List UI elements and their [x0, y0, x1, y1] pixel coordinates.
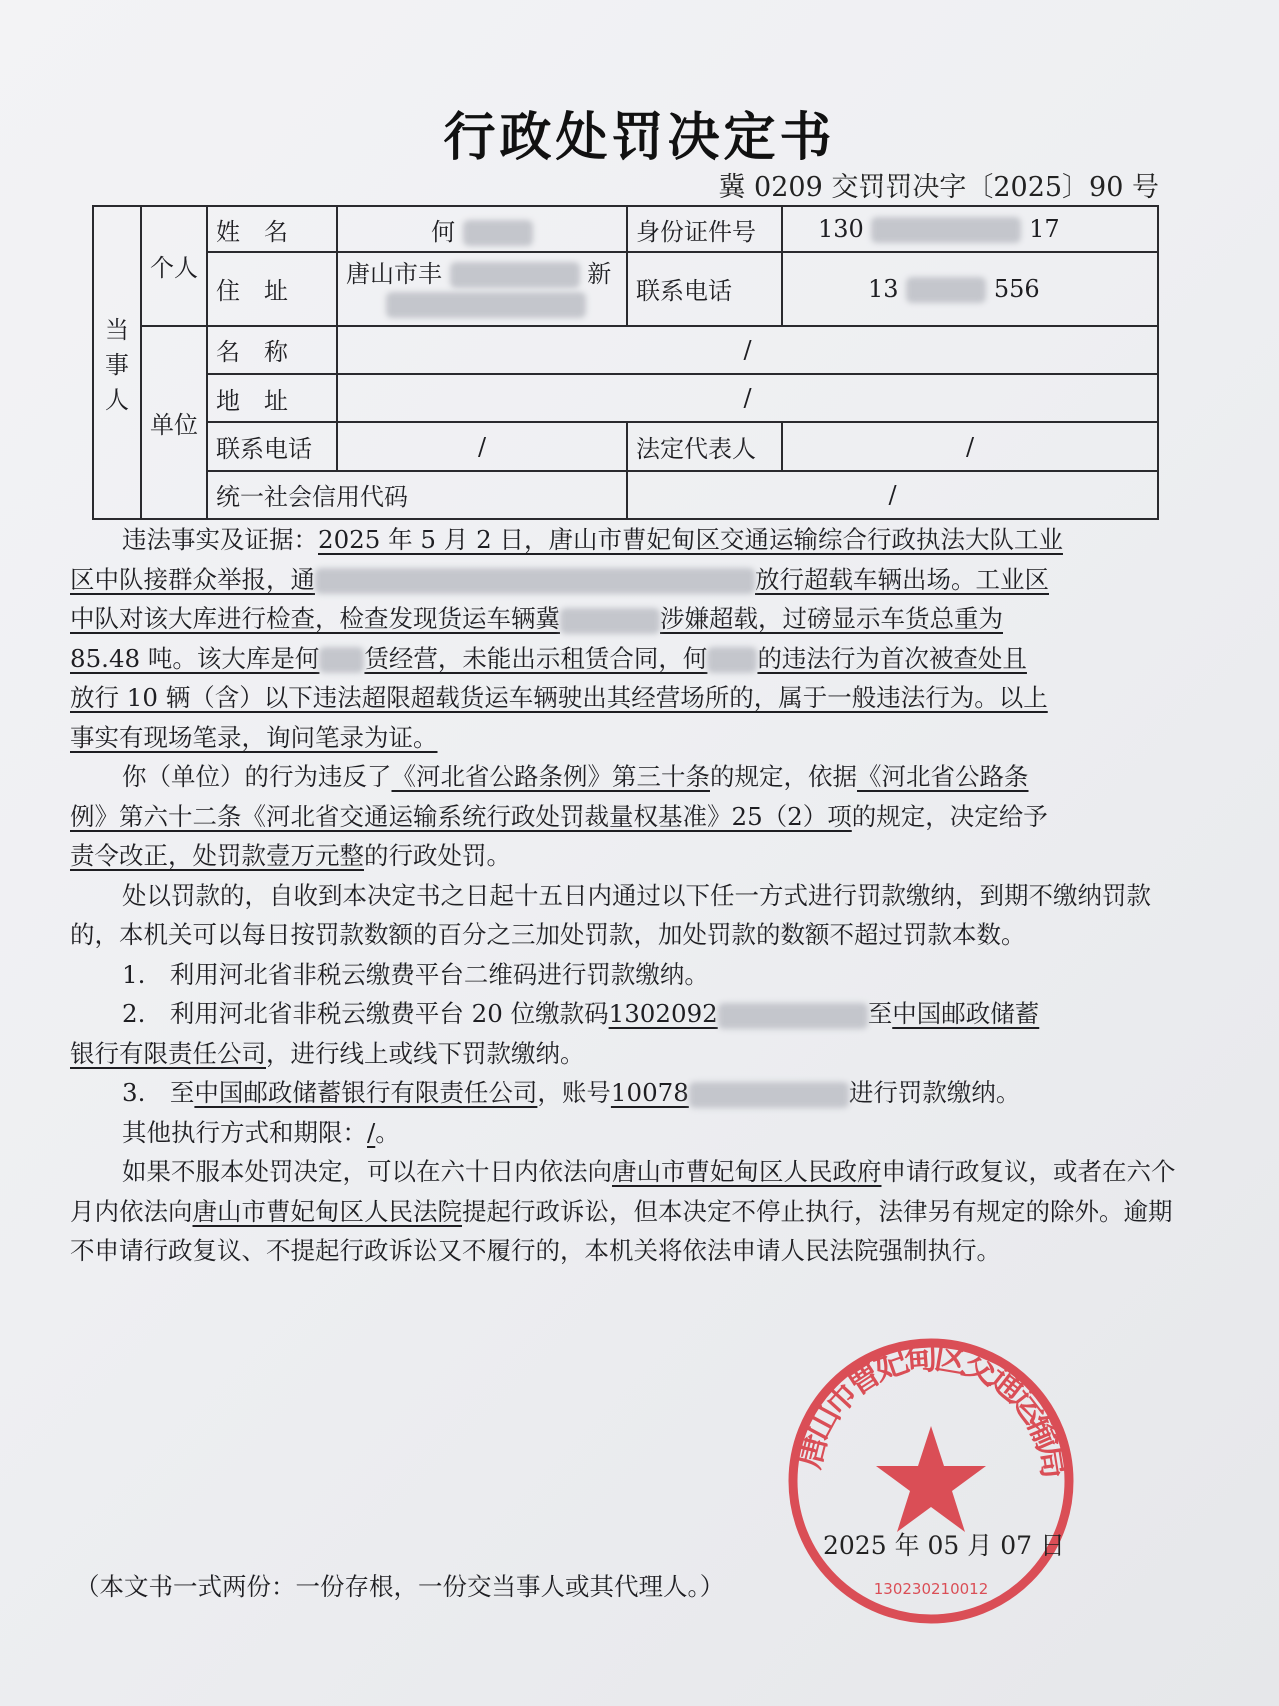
name-value: 何	[431, 217, 456, 246]
facts-line: 中队对该大库进行检查，检查发现货运车辆冀	[70, 604, 560, 633]
facts-line: 涉嫌超载，过磅显示车货总重为	[660, 604, 1003, 633]
name-label: 姓 名	[207, 206, 337, 252]
redaction	[718, 1003, 868, 1029]
credit-code-value: /	[627, 471, 1158, 519]
unit-address-value: /	[337, 374, 1158, 422]
issue-date: 2025 年 05 月 07 日	[823, 1531, 1065, 1560]
address-cell	[337, 252, 627, 326]
violation-text: 的规定，依据	[710, 762, 857, 791]
legal-rep-value: /	[782, 422, 1158, 470]
payment-method-3	[70, 1073, 1180, 1113]
account-number: 10078	[610, 1078, 689, 1107]
id-label: 身份证件号	[627, 206, 782, 252]
phone-label: 联系电话	[627, 252, 782, 326]
unit-address-label: 地 址	[207, 374, 337, 422]
seal-text: 唐山市曹妃甸区交通运输局	[788, 1337, 1075, 1482]
name-cell	[337, 206, 627, 252]
payment-bank: 中国邮政储蓄	[892, 999, 1040, 1028]
seal-star-icon	[876, 1426, 986, 1532]
redaction	[319, 647, 364, 673]
appeal-government: 唐山市曹妃甸区人民政府	[612, 1157, 882, 1186]
other-method	[70, 1113, 1180, 1153]
unit-name-value: /	[337, 326, 1158, 374]
redaction	[707, 647, 757, 673]
payment-method-2	[70, 994, 1180, 1034]
phone-suffix: 556	[993, 274, 1040, 303]
appeal-text: 申请行政复议，或者在六个月内依法向	[70, 1157, 1176, 1226]
facts-line: 放行超载车辆出场。工业区	[755, 564, 1049, 594]
facts-line: 85.48 吨。该大库是何	[70, 643, 320, 673]
unit-name-label: 名 称	[207, 326, 337, 374]
redaction	[315, 568, 755, 594]
facts-line: 的违法行为首次被查处且	[757, 643, 1027, 673]
redaction	[871, 217, 1021, 243]
unit-phone-value: /	[337, 422, 627, 470]
payment-bank: 银行有限责任公司	[70, 1038, 266, 1068]
violated-law: 《河北省公路条例》第三十条	[391, 762, 710, 791]
violation-paragraph	[70, 757, 1180, 876]
redaction	[450, 262, 580, 288]
address-label: 住 址	[207, 252, 337, 326]
payment-text: 2. 利用河北省非税云缴费平台 20 位缴款码	[122, 999, 609, 1028]
facts-line: 事实有现场笔录，询问笔录为证。	[70, 722, 438, 752]
official-seal	[786, 1336, 1076, 1626]
address-tail: 新	[587, 259, 612, 288]
redaction	[386, 292, 586, 318]
basis-law: 《河北省公路条	[857, 762, 1029, 791]
seal-code: 130230210012	[873, 1580, 989, 1598]
phone-prefix: 13	[868, 274, 899, 303]
legal-rep-label: 法定代表人	[627, 422, 782, 470]
other-label: 其他执行方式和期限：	[122, 1117, 367, 1147]
facts-line: 区中队接群众举报，通	[70, 564, 315, 594]
basis-law: 例》第六十二条《河北省交通运输系统行政处罚裁量权基准》25（2）项	[70, 801, 852, 831]
credit-code-label: 统一社会信用代码	[207, 471, 627, 519]
id-suffix: 17	[1029, 214, 1060, 243]
facts-line: 2025 年 5 月 2 日，唐山市曹妃甸区交通运输综合行政执法大队工业	[318, 525, 1063, 554]
other-end: 。	[375, 1117, 400, 1147]
appeal-text: 提起行政诉讼，但本决定不停止执行，法律另有规定的除外。逾期不申请行政复议、不提起行政诉讼又不履行的，本机关将依法申请人民法院强制执行。	[70, 1196, 1173, 1265]
payment-text: 3. 至	[122, 1078, 195, 1107]
redaction	[689, 1082, 849, 1108]
party-table	[92, 205, 1159, 520]
document-number: 冀 0209 交罚罚决字〔2025〕90 号	[718, 172, 1159, 203]
phone-cell	[782, 252, 1158, 326]
id-prefix: 130	[818, 214, 864, 243]
document-body	[70, 520, 1180, 1271]
footnote: （本文书一式两份：一份存根，一份交当事人或其代理人。）	[75, 1572, 725, 1601]
payment-method-2-cont	[70, 1034, 1180, 1074]
redaction	[463, 220, 533, 246]
appeal-paragraph	[70, 1152, 1180, 1271]
payment-text: ，进行线上或线下罚款缴纳。	[266, 1038, 585, 1068]
payment-text: ，账号	[537, 1078, 611, 1107]
facts-paragraph	[70, 520, 1180, 757]
document-title: 行政处罚决定书	[443, 107, 836, 168]
payment-text: 进行罚款缴纳。	[848, 1078, 1021, 1107]
payment-text: 至	[867, 999, 893, 1028]
id-cell	[782, 206, 1158, 252]
party-group-label: 当事人	[93, 206, 141, 519]
payment-code: 1302092	[608, 999, 718, 1028]
violation-text: 你（单位）的行为违反了	[122, 762, 392, 791]
payment-bank: 中国邮政储蓄银行有限责任公司	[194, 1078, 538, 1107]
penalty-value: 责令改正，处罚款壹万元整	[70, 841, 364, 870]
appeal-text: 如果不服本处罚决定，可以在六十日内依法向	[122, 1157, 612, 1186]
redaction	[560, 608, 660, 634]
individual-label: 个人	[141, 206, 207, 326]
payment-method-1: 1. 利用河北省非税云缴费平台二维码进行罚款缴纳。	[122, 959, 709, 989]
unit-label: 单位	[141, 326, 207, 519]
violation-text: 的规定，决定给予	[851, 801, 1048, 831]
facts-label: 违法事实及证据：	[122, 525, 318, 554]
violation-text: 的行政处罚。	[364, 841, 511, 870]
redaction	[906, 277, 986, 303]
facts-line: 赁经营，未能出示租赁合同，何	[364, 643, 708, 673]
other-value: /	[367, 1117, 376, 1147]
address-value: 唐山市丰	[346, 259, 442, 288]
facts-line: 放行 10 辆（含）以下违法超限超载货运车辆驶出其经营场所的，属于一般违法行为。以上	[70, 683, 1048, 712]
payment-intro: 处以罚款的，自收到本决定书之日起十五日内通过以下任一方式进行罚款缴纳，到期不缴纳罚款的，本机关可以每日按罚款数额的百分之三加处罚款，加处罚款的数额不超过罚款本数。	[70, 880, 1151, 949]
appeal-court: 唐山市曹妃甸区人民法院	[192, 1196, 462, 1226]
unit-phone-label: 联系电话	[207, 422, 337, 470]
